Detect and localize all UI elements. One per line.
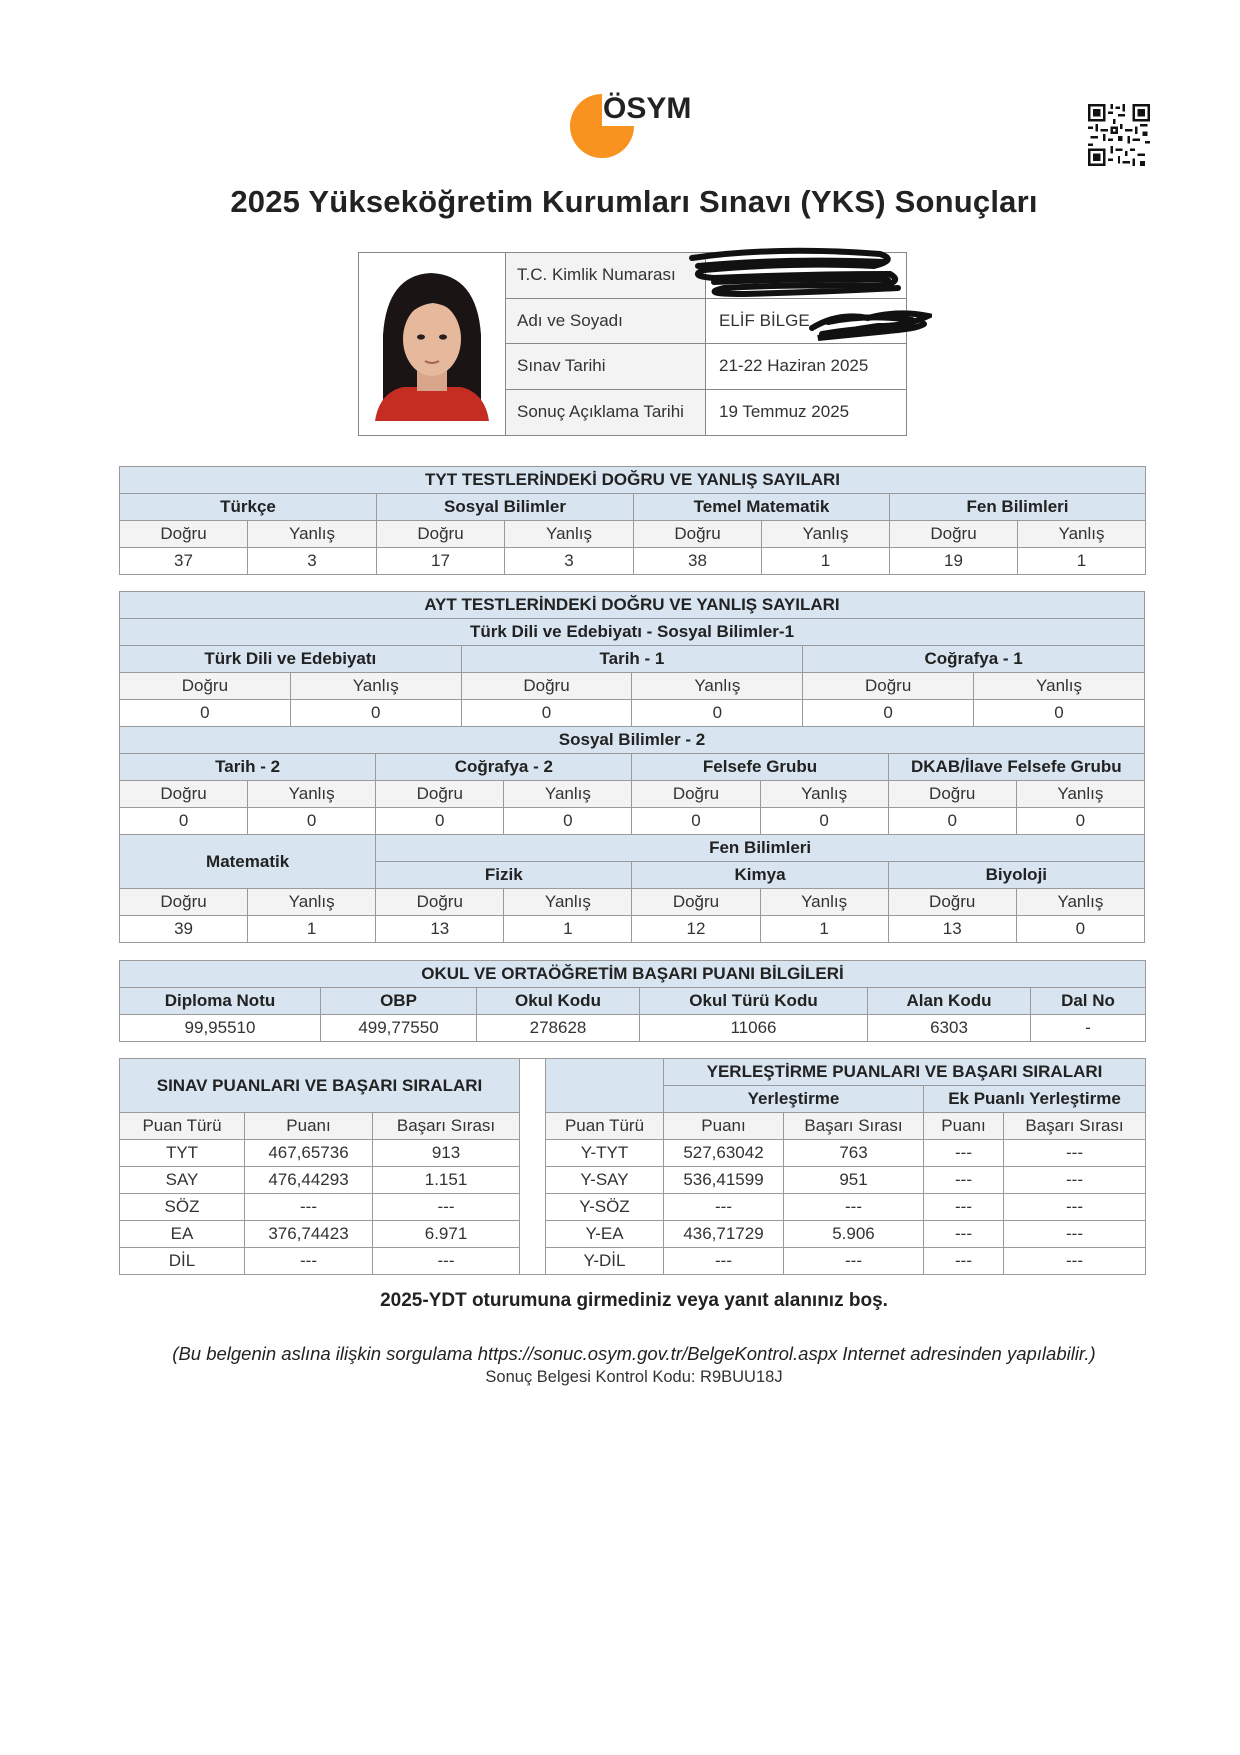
- id-label: T.C. Kimlik Numarası: [506, 253, 706, 298]
- count-cell: 0: [376, 808, 504, 835]
- count-cell: 1: [760, 916, 888, 943]
- extra-rank-value: ---: [1004, 1167, 1146, 1194]
- rank-value: ---: [373, 1194, 520, 1221]
- col-header: Doğru: [632, 889, 760, 916]
- col-header: Alan Kodu: [868, 988, 1031, 1015]
- col-header: Puan Türü: [120, 1113, 245, 1140]
- ydt-note: 2025-YDT oturumuna girmediniz veya yanıt alanınız boş.: [380, 1290, 888, 1311]
- subject-header: Tarih - 2: [120, 754, 376, 781]
- placement-scores-table: [545, 1058, 1146, 1275]
- col-header: Puanı: [245, 1113, 373, 1140]
- col-header: Yanlış: [1016, 889, 1144, 916]
- col-header: Yanlış: [1016, 781, 1144, 808]
- col-header: Başarı Sırası: [784, 1113, 924, 1140]
- group-header: Yerleştirme: [664, 1086, 924, 1113]
- id-value: 19 Temmuz 2025: [719, 401, 850, 421]
- id-row-name: [505, 299, 907, 345]
- col-header: Doğru: [888, 889, 1016, 916]
- col-header: Başarı Sırası: [1004, 1113, 1146, 1140]
- count-cell: 1: [248, 916, 376, 943]
- group-header: Ek Puanlı Yerleştirme: [924, 1086, 1146, 1113]
- score-value: ---: [245, 1248, 373, 1275]
- col-header: Doğru: [634, 521, 762, 548]
- extra-score-value: ---: [924, 1140, 1004, 1167]
- col-header: Yanlış: [760, 781, 888, 808]
- col-header: Yanlış: [974, 673, 1145, 700]
- count-cell: 1: [504, 916, 632, 943]
- table-row: [120, 1167, 520, 1194]
- col-header: Dal No: [1031, 988, 1146, 1015]
- col-header: Doğru: [120, 521, 248, 548]
- rank-value: 6.971: [373, 1221, 520, 1248]
- score-value: ---: [245, 1194, 373, 1221]
- subject-header: Tarih - 1: [461, 646, 803, 673]
- school-info-table: [119, 960, 1146, 1042]
- value-cell: 99,95510: [120, 1015, 321, 1042]
- id-label: Sınav Tarihi: [506, 344, 706, 389]
- rank-value: 1.151: [373, 1167, 520, 1194]
- col-header: Okul Türü Kodu: [640, 988, 868, 1015]
- col-header: Diploma Notu: [120, 988, 321, 1015]
- col-header: Doğru: [376, 781, 504, 808]
- score-value: 436,71729: [664, 1221, 784, 1248]
- col-header: OBP: [321, 988, 477, 1015]
- score-type: SAY: [120, 1167, 245, 1194]
- count-cell: 0: [888, 808, 1016, 835]
- subject-header: Türkçe: [120, 494, 377, 521]
- col-header: Yanlış: [248, 781, 376, 808]
- table-separator: [519, 1058, 545, 1275]
- subject-header: Coğrafya - 2: [376, 754, 632, 781]
- extra-score-value: ---: [924, 1248, 1004, 1275]
- count-cell: 0: [1016, 808, 1144, 835]
- rank-value: 763: [784, 1140, 924, 1167]
- score-type: TYT: [120, 1140, 245, 1167]
- table-row: [546, 1167, 1146, 1194]
- subject-header-math: Matematik: [120, 835, 376, 889]
- count-cell: 0: [974, 700, 1145, 727]
- col-header: Doğru: [888, 781, 1016, 808]
- col-header: Puan Türü: [546, 1113, 664, 1140]
- count-cell: 0: [290, 700, 461, 727]
- count-cell: 13: [888, 916, 1016, 943]
- page-title: 2025 Yükseköğretim Kurumları Sınavı (YKS) Sonuçları: [230, 184, 1038, 219]
- col-header: Yanlış: [248, 889, 376, 916]
- score-value: ---: [664, 1248, 784, 1275]
- section-title: SINAV PUANLARI VE BAŞARI SIRALARI: [120, 1059, 520, 1113]
- logo-text: ÖSYM: [603, 92, 692, 125]
- subject-header: DKAB/İlave Felsefe Grubu: [888, 754, 1144, 781]
- section-title: YERLEŞTİRME PUANLARI VE BAŞARI SIRALARI: [664, 1059, 1146, 1086]
- count-cell: 3: [248, 548, 377, 575]
- count-cell: 0: [120, 700, 291, 727]
- section-subtitle: Türk Dili ve Edebiyatı - Sosyal Bilimler-1: [120, 619, 1145, 646]
- col-header: Doğru: [120, 673, 291, 700]
- ayt-table: [119, 591, 1145, 943]
- value-cell: -: [1031, 1015, 1146, 1042]
- col-header: Yanlış: [248, 521, 377, 548]
- col-header: Doğru: [890, 521, 1018, 548]
- col-header: Yanlış: [290, 673, 461, 700]
- extra-score-value: ---: [924, 1194, 1004, 1221]
- col-header: Yanlış: [760, 889, 888, 916]
- col-header: Başarı Sırası: [373, 1113, 520, 1140]
- col-header: Puanı: [664, 1113, 784, 1140]
- extra-score-value: ---: [924, 1167, 1004, 1194]
- subject-header: Kimya: [632, 862, 888, 889]
- rank-value: 951: [784, 1167, 924, 1194]
- table-row: [120, 1221, 520, 1248]
- id-label: Adı ve Soyadı: [506, 299, 706, 344]
- col-header: Yanlış: [762, 521, 890, 548]
- extra-score-value: ---: [924, 1221, 1004, 1248]
- value-cell: 499,77550: [321, 1015, 477, 1042]
- col-header: Yanlış: [505, 521, 634, 548]
- extra-rank-value: ---: [1004, 1194, 1146, 1221]
- score-value: 376,74423: [245, 1221, 373, 1248]
- value-cell: 11066: [640, 1015, 868, 1042]
- section-subtitle: Fen Bilimleri: [376, 835, 1145, 862]
- score-value: 476,44293: [245, 1167, 373, 1194]
- exam-scores-table: [119, 1058, 520, 1275]
- subject-header: Coğrafya - 1: [803, 646, 1145, 673]
- rank-value: ---: [373, 1248, 520, 1275]
- rank-value: ---: [784, 1194, 924, 1221]
- score-value: 536,41599: [664, 1167, 784, 1194]
- extra-rank-value: ---: [1004, 1140, 1146, 1167]
- col-header: Doğru: [803, 673, 974, 700]
- subject-header: Sosyal Bilimler: [377, 494, 634, 521]
- count-cell: 0: [248, 808, 376, 835]
- col-header: Doğru: [120, 889, 248, 916]
- col-header: Doğru: [376, 889, 504, 916]
- count-cell: 17: [377, 548, 505, 575]
- value-cell: 278628: [477, 1015, 640, 1042]
- col-header: Yanlış: [504, 781, 632, 808]
- table-row: [120, 1140, 520, 1167]
- rank-value: ---: [784, 1248, 924, 1275]
- col-header: Yanlış: [1018, 521, 1146, 548]
- subject-header: Türk Dili ve Edebiyatı: [120, 646, 462, 673]
- table-row: [546, 1221, 1146, 1248]
- subject-header: Biyoloji: [888, 862, 1144, 889]
- count-cell: 1: [1018, 548, 1146, 575]
- count-cell: 0: [760, 808, 888, 835]
- col-header: Doğru: [120, 781, 248, 808]
- control-code: Sonuç Belgesi Kontrol Kodu: R9BUU18J: [485, 1368, 783, 1386]
- value-cell: 6303: [868, 1015, 1031, 1042]
- section-subtitle: Sosyal Bilimler - 2: [120, 727, 1145, 754]
- extra-rank-value: ---: [1004, 1221, 1146, 1248]
- count-cell: 3: [505, 548, 634, 575]
- id-label: Sonuç Açıklama Tarihi: [506, 390, 706, 436]
- count-cell: 39: [120, 916, 248, 943]
- tyt-table: [119, 466, 1146, 575]
- count-cell: 0: [632, 808, 760, 835]
- score-value: ---: [664, 1194, 784, 1221]
- osym-logo: [568, 88, 700, 160]
- count-cell: 38: [634, 548, 762, 575]
- count-cell: 0: [1016, 916, 1144, 943]
- id-value: ELİF BİLGE: [719, 310, 810, 330]
- rank-value: 5.906: [784, 1221, 924, 1248]
- subject-header: Fizik: [376, 862, 632, 889]
- score-type: EA: [120, 1221, 245, 1248]
- id-value: [707, 253, 907, 298]
- extra-rank-value: ---: [1004, 1248, 1146, 1275]
- score-type: Y-DİL: [546, 1248, 664, 1275]
- count-cell: 0: [120, 808, 248, 835]
- col-header: Doğru: [632, 781, 760, 808]
- score-type: DİL: [120, 1248, 245, 1275]
- id-value: 21-22 Haziran 2025: [719, 356, 869, 375]
- verification-note: (Bu belgenin aslına ilişkin sorgulama https://sonuc.osym.gov.tr/BelgeKontrol.aspx Internet adresinden yapılabilir.): [172, 1343, 1096, 1364]
- score-type: Y-TYT: [546, 1140, 664, 1167]
- score-type: Y-EA: [546, 1221, 664, 1248]
- subject-header: Felsefe Grubu: [632, 754, 888, 781]
- score-type: Y-SAY: [546, 1167, 664, 1194]
- count-cell: 0: [632, 700, 803, 727]
- section-title: OKUL VE ORTAÖĞRETİM BAŞARI PUANI BİLGİLERİ: [120, 961, 1146, 988]
- score-value: 527,63042: [664, 1140, 784, 1167]
- col-header: Doğru: [377, 521, 505, 548]
- count-cell: 37: [120, 548, 248, 575]
- count-cell: 0: [803, 700, 974, 727]
- section-title: TYT TESTLERİNDEKİ DOĞRU VE YANLIŞ SAYILARI: [120, 467, 1146, 494]
- score-type: Y-SÖZ: [546, 1194, 664, 1221]
- table-row: [546, 1140, 1146, 1167]
- col-header: Yanlış: [504, 889, 632, 916]
- score-value: 467,65736: [245, 1140, 373, 1167]
- col-header: Doğru: [461, 673, 632, 700]
- count-cell: 12: [632, 916, 760, 943]
- section-title: AYT TESTLERİNDEKİ DOĞRU VE YANLIŞ SAYILARI: [120, 592, 1145, 619]
- rank-value: 913: [373, 1140, 520, 1167]
- count-cell: 0: [504, 808, 632, 835]
- table-row: [120, 1248, 520, 1275]
- table-row: [546, 1194, 1146, 1221]
- count-cell: 19: [890, 548, 1018, 575]
- empty-header-cell: [546, 1059, 664, 1113]
- count-cell: 1: [762, 548, 890, 575]
- subject-header: Fen Bilimleri: [890, 494, 1146, 521]
- qr-code: [1088, 104, 1150, 166]
- identity-box: [358, 252, 907, 436]
- table-row: [120, 1194, 520, 1221]
- count-cell: 0: [461, 700, 632, 727]
- id-row-result-date: [505, 390, 907, 436]
- table-row: [546, 1248, 1146, 1275]
- score-type: SÖZ: [120, 1194, 245, 1221]
- id-row-exam-date: [505, 344, 907, 390]
- id-row-tc: [505, 253, 907, 299]
- col-header: Okul Kodu: [477, 988, 640, 1015]
- candidate-photo: [373, 265, 491, 421]
- count-cell: 13: [376, 916, 504, 943]
- col-header: Puanı: [924, 1113, 1004, 1140]
- col-header: Yanlış: [632, 673, 803, 700]
- subject-header: Temel Matematik: [634, 494, 890, 521]
